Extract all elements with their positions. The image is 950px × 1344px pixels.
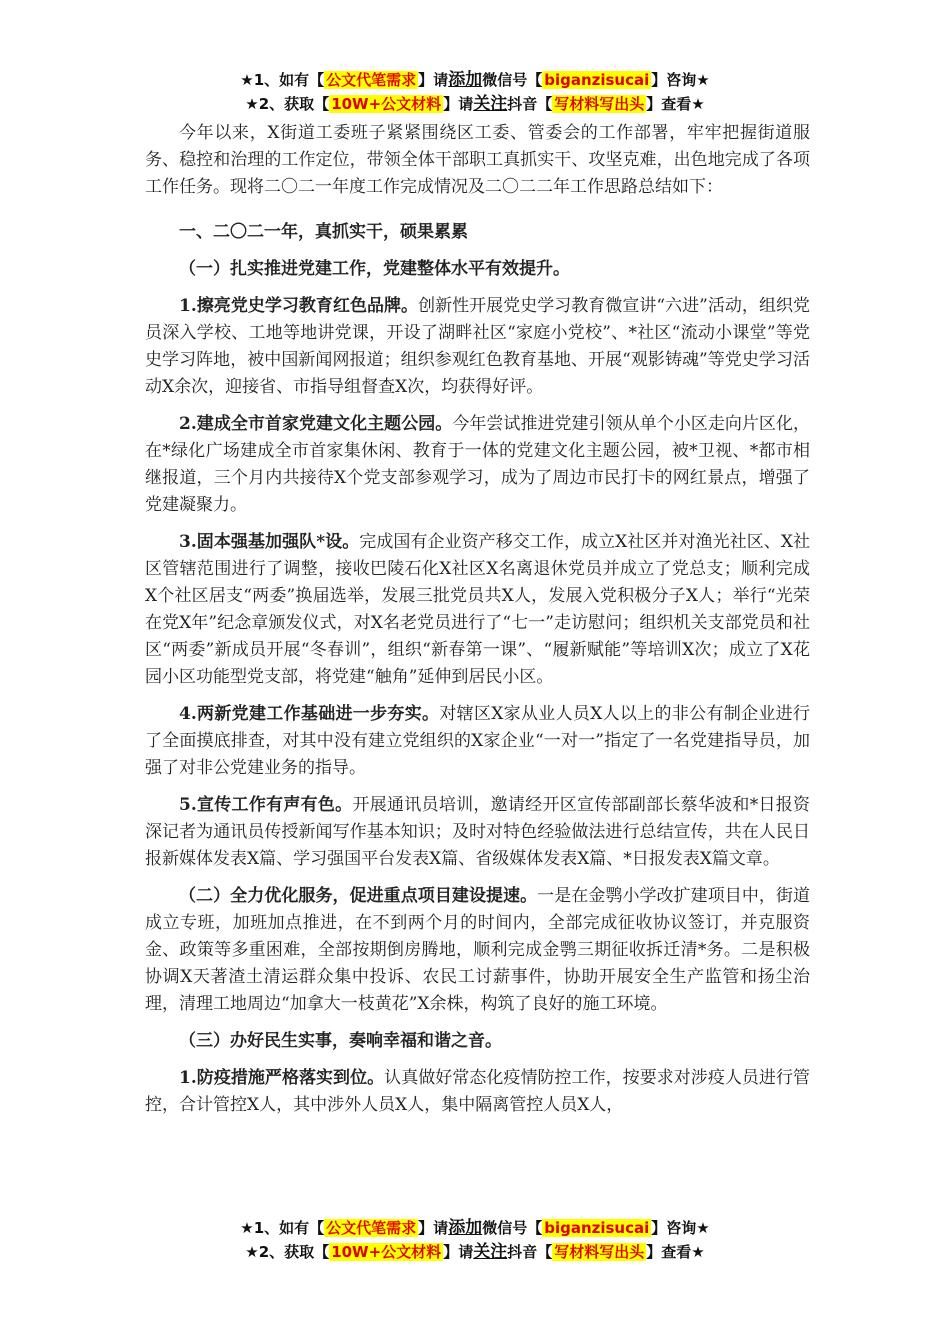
- highlight-materials: 10W+公文材料: [331, 95, 442, 113]
- paragraph-body: 开展通讯员培训，邀请经开区宣传部副部长蔡华波和*日报资深记者为通讯员传授新闻写作基本知识；及时对特色经验做法进行总结宣传，共在人民日报新媒体发表X篇、学习强国平台发表X篇、省级媒体发表X篇、*日报发表X篇文章。: [145, 795, 811, 869]
- banner-emphasis: 关注: [473, 1242, 508, 1262]
- paragraph-lead: 1.防疫措施严格落实到位。: [179, 1068, 385, 1088]
- paragraph-3: [145, 529, 810, 691]
- banner-line-1: [0, 1216, 950, 1240]
- banner-text: 】请: [443, 1243, 474, 1261]
- banner-line-1: [0, 68, 950, 92]
- paragraph-body: 完成国有企业资产移交工作，成立X社区并对渔光社区、X社区管辖范围进行了调整，接收巴陵石化X社区X名离退休党员并成立了党总支；顺利完成X个社区居支“两委”换届选举，发展三批党员共X人，发展入党积极分子X人；举行“光荣在党X年”纪念章颁发仪式，对X名老党员进行了“七一”走访慰问；组织机关支部党员和社区“两委”新成员开展“冬春训”，组织“新春第一课”、“履新赋能”等培训X次；成立了X花园小区功能型党支部，将党建“触角”延伸到居民小区。: [145, 532, 810, 687]
- paragraph-lead: 3.固本强基加强队*设。: [179, 532, 360, 552]
- banner-emphasis: 添加: [448, 70, 483, 90]
- paragraph-2: [145, 411, 810, 519]
- banner-text: ★1、如有【: [240, 1219, 325, 1237]
- banner-text: 抖音【: [507, 95, 553, 113]
- highlight-ghostwriting: 公文代笔需求: [326, 71, 417, 89]
- banner-emphasis: 添加: [448, 1218, 483, 1238]
- paragraph-body: 创新性开展党史学习教育微宣讲“六进”活动，组织党员深入学校、工地等地讲党课，开设了湖畔社区“家庭小党校”、*社区“流动小课堂”等党史学习阵地，被中国新闻网报道；组织参观红色教育基地、开展“观影铸魂”等党史学习活动X余次，迎接省、市指导组督查X次，均获得好评。: [145, 296, 810, 397]
- banner-text: 抖音【: [507, 1243, 553, 1261]
- heading-1: 一、二〇二一年，真抓实干，硕果累累: [179, 222, 468, 242]
- paragraph-lead: （二）全力优化服务，促进重点项目建设提速。: [179, 886, 538, 906]
- highlight-douyin-account: 写材料写出头: [554, 1243, 645, 1261]
- banner-line-2: [0, 1240, 950, 1264]
- paragraph-body: 认真做好常态化疫情防控工作，按要求对涉疫人员进行管控，合计管控X人，其中涉外人员X人，集中隔离管控人员X人，: [145, 1068, 811, 1115]
- paragraph-body: 对辖区X家从业人员X人以上的非公有制企业进行了全面摸底排查，对其中没有建立党组织的X家企业“一对一”指定了一名党建指导员，加强了对非公党建业务的指导。: [145, 704, 810, 778]
- banner-emphasis: 关注: [473, 94, 508, 114]
- paragraph-4: [145, 701, 810, 782]
- paragraph-body: 一是在金鹗小学改扩建项目中，街道成立专班，加班加点推进，在不到两个月的时间内，全部完成征收协议签订，并克服资金、政策等多重困难，全部按期倒房腾地，顺利完成金鹗三期征收拆迁清*务。二是积极协调X天著渣土清运群众集中投诉、农民工讨薪事件，协助开展安全生产监管和扬尘治理，清理工地周边“加拿大一枝黄花”X余株，构筑了良好的施工环境。: [145, 886, 811, 1014]
- banner-text: ★2、获取【: [245, 95, 330, 113]
- highlight-wechat-id: biganzisucai: [544, 1219, 650, 1237]
- document-body: [145, 120, 810, 1119]
- paragraph-lead: 2.建成全市首家党建文化主题公园。: [179, 414, 453, 434]
- paragraph-1: [145, 293, 810, 401]
- header-banner: [0, 68, 950, 116]
- highlight-ghostwriting: 公文代笔需求: [326, 1219, 417, 1237]
- paragraph-5: [145, 792, 810, 873]
- banner-text: 】请: [418, 71, 449, 89]
- subheading-party-building: （一）扎实推进党建工作，党建整体水平有效提升。: [179, 259, 570, 279]
- banner-text: 】咨询★: [651, 71, 710, 89]
- paragraph-lead: 5.宣传工作有声有色。: [179, 795, 353, 815]
- subheading-livelihood: （三）办好民生实事，奏响幸福和谐之音。: [179, 1031, 502, 1051]
- banner-text: 】咨询★: [651, 1219, 710, 1237]
- banner-text: 微信号【: [482, 71, 543, 89]
- highlight-douyin-account: 写材料写出头: [554, 95, 645, 113]
- footer-banner: [0, 1216, 950, 1264]
- banner-text: 】查看★: [646, 1243, 705, 1261]
- highlight-wechat-id: biganzisucai: [544, 71, 650, 89]
- banner-text: 】请: [418, 1219, 449, 1237]
- paragraph-body: 今年尝试推进党建引领从单个小区走向片区化，在*绿化广场建成全市首家集休闲、教育于一体的党建文化主题公园，被*卫视、*都市相继报道，三个月内共接待X个党支部参观学习，成为了周边市民打卡的网红景点，增强了党建凝聚力。: [145, 414, 811, 515]
- highlight-materials: 10W+公文材料: [331, 1243, 442, 1261]
- banner-text: 】请: [443, 95, 474, 113]
- banner-text: ★2、获取【: [245, 1243, 330, 1261]
- paragraph-6: [145, 1065, 810, 1119]
- paragraph-lead: 4.两新党建工作基础进一步夯实。: [179, 704, 440, 724]
- paragraph-lead: 1.擦亮党史学习教育红色品牌。: [179, 296, 419, 316]
- banner-line-2: [0, 92, 950, 116]
- subheading-services: [145, 883, 810, 1018]
- banner-text: 微信号【: [482, 1219, 543, 1237]
- intro-paragraph: 今年以来，X街道工委班子紧紧围绕区工委、管委会的工作部署，牢牢把握街道服务、稳控和治理的工作定位，带领全体干部职工真抓实干、攻坚克难，出色地完成了各项工作任务。现将二〇二一年度工作完成情况及二〇二二年工作思路总结如下：: [145, 123, 810, 197]
- banner-text: 】查看★: [646, 95, 705, 113]
- banner-text: ★1、如有【: [240, 71, 325, 89]
